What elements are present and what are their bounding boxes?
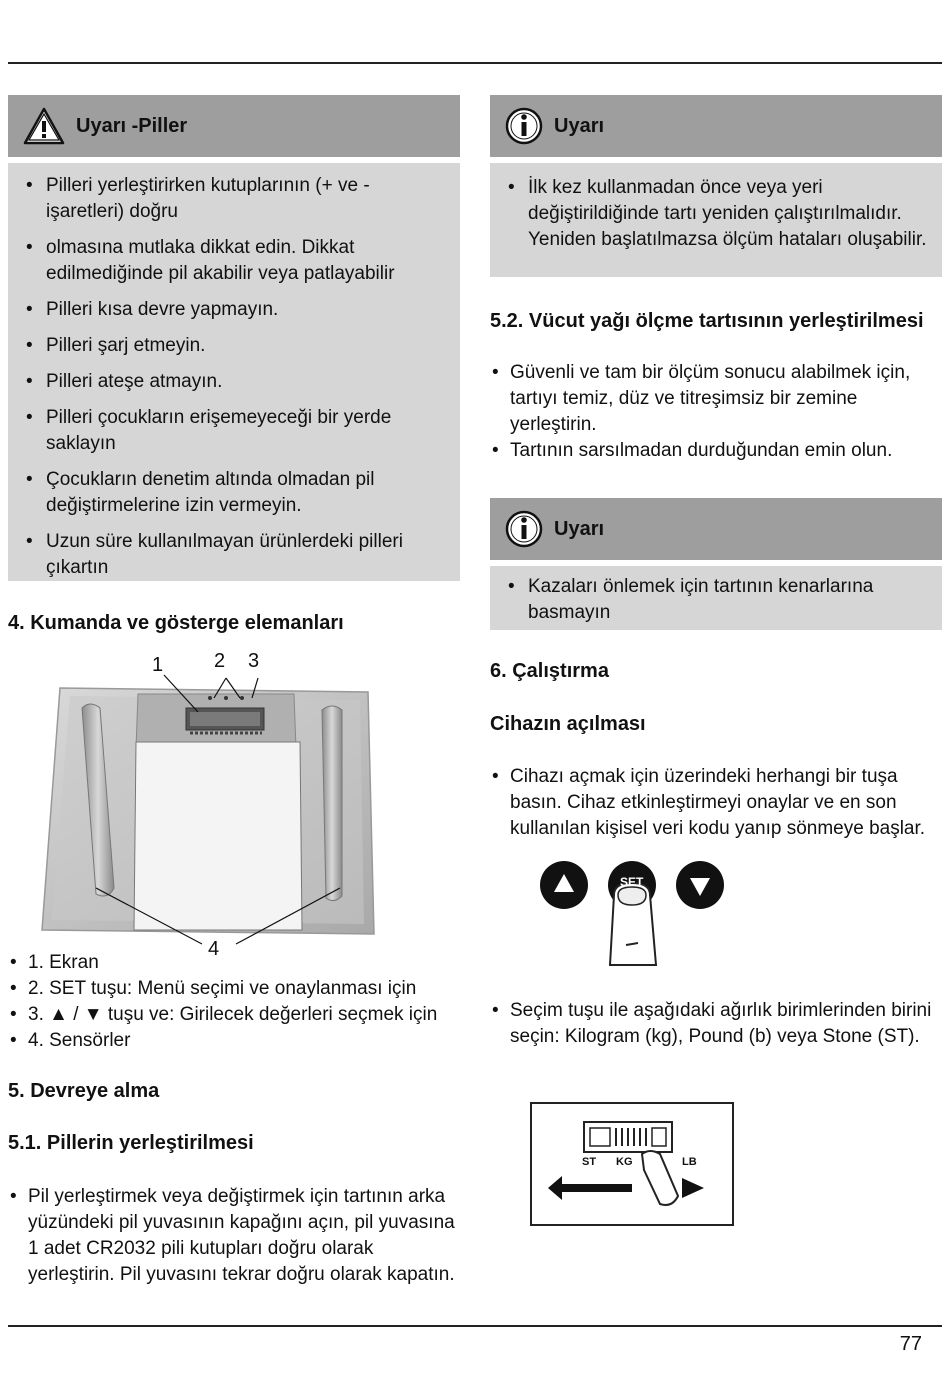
warning-triangle-icon — [22, 106, 66, 146]
list-item: • 3. ▲ / ▼ tuşu ve: Girilecek değerleri seçmek için — [8, 1002, 460, 1028]
set-button-label: SET — [620, 875, 644, 889]
list-item: • Güvenli ve tam bir ölçüm sonucu alabilmek için, tartıyı temiz, düz ve titreşimsiz bir zemine yerleştirin. — [490, 360, 938, 438]
battery-warning-box — [8, 95, 460, 581]
list-item: • Pilleri şarj etmeyin. — [22, 333, 446, 359]
callout-label: 4 — [208, 938, 220, 960]
list-item: • Pilleri çocukların erişemeyeceği bir yerde saklayın — [22, 405, 446, 457]
section-5-2-heading: 5.2. Vücut yağı ölçme tartısının yerleştirilmesi — [490, 310, 924, 332]
info-box-1 — [490, 95, 942, 277]
list-item: • Kazaları önlemek için tartının kenarlarına basmayın — [504, 574, 928, 626]
list-item: • Cihazı açmak için üzerindeki herhangi bir tuşa basın. Cihaz etkinleştirmeyi onaylar ve en son kullanılan kişisel veri kodu yanıp sönmeye başlar. — [490, 764, 942, 842]
info-box-body — [490, 566, 942, 630]
section-5-2-list — [490, 360, 938, 464]
list-item: • Uzun süre kullanılmayan ürünlerdeki pilleri çıkartın — [22, 529, 446, 581]
section-5-1-heading: 5.1. Pillerin yerleştirilmesi — [8, 1132, 254, 1154]
info-box-2 — [490, 498, 942, 630]
page-number: 77 — [899, 1333, 922, 1355]
section-6-list-1 — [490, 764, 942, 842]
section-4-list — [8, 950, 460, 1054]
info-icon — [504, 509, 544, 549]
section-4-heading: 4. Kumanda ve gösterge elemanları — [8, 612, 344, 634]
list-item: • Tartının sarsılmadan durduğundan emin olun. — [490, 438, 938, 464]
unit-label-lb: LB — [682, 1156, 697, 1168]
info-box-title: Uyarı — [554, 517, 605, 540]
list-item: • Pil yerleştirmek veya değiştirmek için tartının arka yüzündeki pil yuvasının kapağını açın, pil yuvasına 1 adet CR2032 pili kutupları doğru olarak yerleştirin. Pil yuvasını tekrar doğru olarak kapatın. — [8, 1184, 464, 1288]
list-item: • Pilleri kısa devre yapmayın. — [22, 297, 446, 323]
info-box-body — [490, 163, 942, 277]
device-on-subheading: Cihazın açılması — [490, 713, 646, 735]
list-item: • Seçim tuşu ile aşağıdaki ağırlık birimlerinden birini seçin: Kilogram (kg), Pound (b) veya Stone (ST). — [490, 998, 942, 1050]
buttons-illustration — [536, 855, 736, 975]
bottom-rule — [8, 1325, 942, 1327]
list-item: • Pilleri ateşe atmayın. — [22, 369, 446, 395]
warning-box-title: Uyarı -Piller — [76, 114, 188, 137]
list-item: • İlk kez kullanmadan önce veya yeri değiştirildiğinde tartı yeniden çalıştırılmalıdır. Yeniden başlatılmazsa ölçüm hataları oluşabilir. — [504, 175, 928, 253]
warning-box-body — [8, 163, 460, 581]
callout-label: 2 — [214, 650, 226, 672]
list-item: • olmasına mutlaka dikkat edin. Dikkat edilmediğinde pil akabilir veya patlayabilir — [22, 235, 446, 287]
section-5-1-list — [8, 1184, 464, 1288]
section-6-heading: 6. Çalıştırma — [490, 660, 609, 682]
unit-label-st: ST — [582, 1156, 597, 1168]
list-item: • Pilleri yerleştirirken kutuplarının (+ ve - işaretleri) doğru — [22, 173, 446, 225]
info-box-header — [490, 498, 942, 560]
list-item: • 2. SET tuşu: Menü seçimi ve onaylanması için — [8, 976, 460, 1002]
callout-label: 1 — [152, 654, 164, 676]
info-box-header — [490, 95, 942, 157]
list-item: • 1. Ekran — [8, 950, 460, 976]
unit-select-illustration — [530, 1102, 734, 1226]
unit-label-kg: KG — [616, 1156, 633, 1168]
warning-box-header — [8, 95, 460, 157]
info-box-title: Uyarı — [554, 114, 605, 137]
list-item: • Çocukların denetim altında olmadan pil değiştirmelerine izin vermeyin. — [22, 467, 446, 519]
info-icon — [504, 106, 544, 146]
top-rule — [8, 62, 942, 64]
callout-label: 3 — [248, 650, 260, 672]
scale-diagram — [30, 648, 390, 958]
section-5-heading: 5. Devreye alma — [8, 1080, 160, 1102]
left-column — [8, 95, 460, 581]
section-6-list-2 — [490, 998, 942, 1050]
list-item: • 4. Sensörler — [8, 1028, 460, 1054]
